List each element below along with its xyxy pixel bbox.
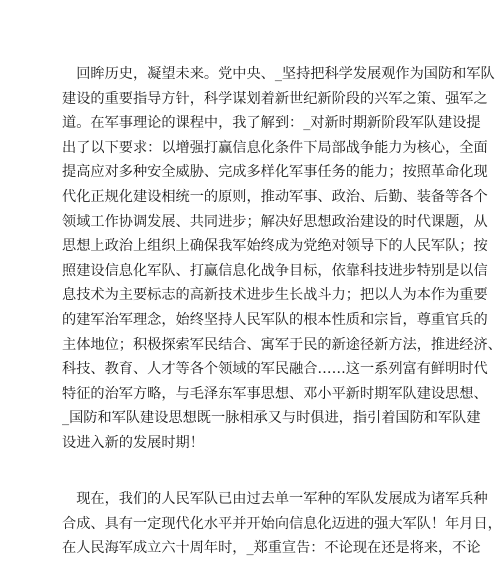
text-line: 设进入新的发展时期！ <box>62 434 204 451</box>
paragraph-military-history <box>62 62 502 456</box>
text-line: 照建设信息化军队、打赢信息化战争目标，依靠科技进步特别是以信 <box>62 262 488 279</box>
text-line: _国防和军队建设思想既一脉相承又与时俱进，指引着国防和军队建 <box>62 410 481 427</box>
text-line: 合成、具有一定现代化水平并开始向信息化迈进的强大军队！年月日， <box>62 515 502 532</box>
text-line: 回眸历史，凝望未来。党中央、_坚持把科学发展观作为国防和军队 <box>62 66 495 82</box>
text-line: 出了以下要求：以增强打赢信息化条件下局部战争能力为核心，全面 <box>62 139 488 156</box>
text-line: 思想上政治上组织上确保我军始终成为党绝对领导下的人民军队；按 <box>62 238 488 255</box>
text-line: 建设的重要指导方针，科学谋划着新世纪新阶段的兴军之策、强军之 <box>62 90 488 107</box>
paragraph-modern-army <box>62 487 502 561</box>
text-line: 代化正规化建设相统一的原则，推动军事、政治、后勤、装备等各个 <box>62 188 488 205</box>
text-line: 科技、教育、人才等各个领域的军民融合……这一系列富有鲜明时代 <box>62 361 488 378</box>
text-line: 特征的治军方略，与毛泽东军事思想、邓小平新时期军队建设思想、 <box>62 385 488 402</box>
text-line: 的建军治军理念，始终坚持人民军队的根本性质和宗旨，尊重官兵的 <box>62 311 488 328</box>
text-line: 领域工作协调发展、共同进步；解决好思想政治建设的时代课题，从 <box>62 213 488 230</box>
text-line: 道。在军事理论的课程中，我了解到：_对新时期新阶段军队建设提 <box>62 115 481 132</box>
text-line: 现在，我们的人民军队已由过去单一军种的军队发展成为诸军兵种 <box>62 491 488 507</box>
text-line: 在人民海军成立六十周年时，_郑重宣告：不论现在还是将来，不论 <box>62 540 481 557</box>
text-line: 主体地位；积极探索军民结合、寓军于民的新途径新方法，推进经济、 <box>62 336 502 353</box>
text-line: 息技术为主要标志的高新技术进步生长战斗力；把以人为本作为重要 <box>62 287 488 304</box>
text-line: 提高应对多种安全威胁、完成多样化军事任务的能力；按照革命化现 <box>62 164 488 181</box>
